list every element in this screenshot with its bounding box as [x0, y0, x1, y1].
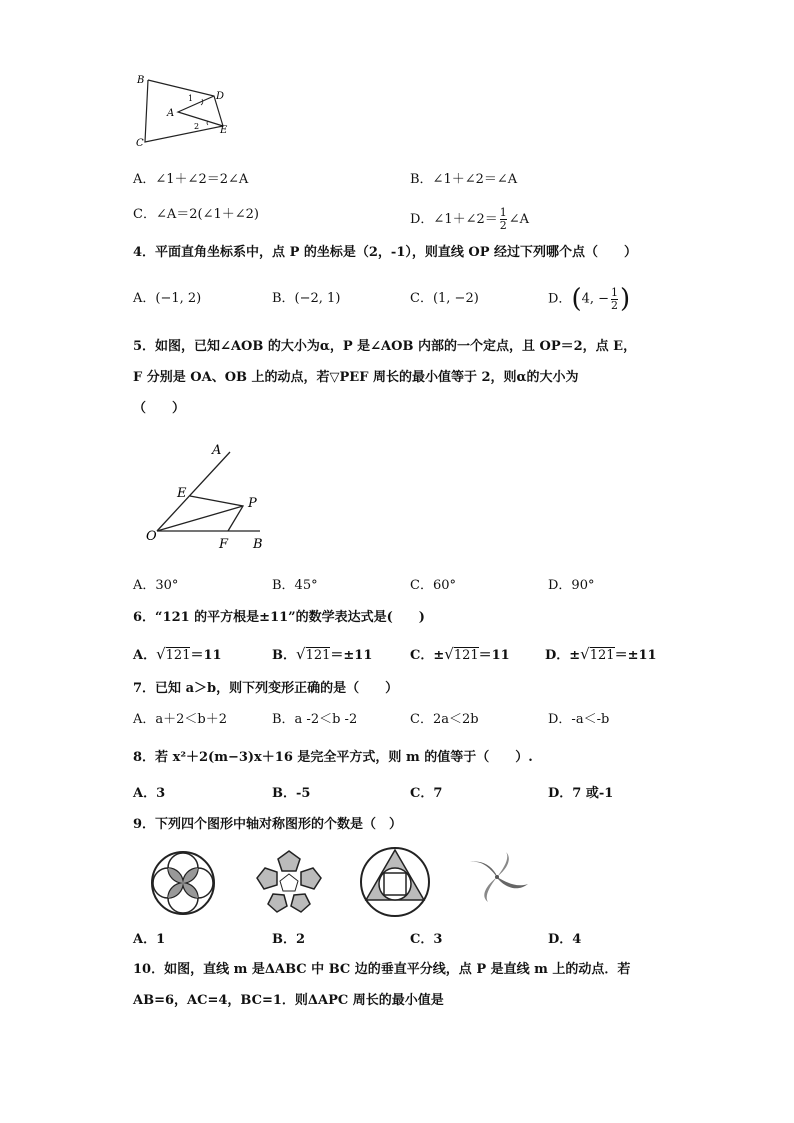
q9-stem: 9．下列四个图形中轴对称图形的个数是（ ）	[133, 817, 403, 832]
label-F: F	[219, 537, 229, 552]
radicand: 121	[589, 648, 615, 663]
q7-option-a: A．a＋2＜b＋2	[133, 712, 228, 727]
q3-d-prefix: D．∠1＋∠2＝	[410, 212, 498, 227]
q3-option-a: A．∠1＋∠2＝2∠A	[133, 172, 249, 187]
q9-option-a: A．1	[133, 932, 166, 947]
fraction-num: 1	[499, 206, 507, 219]
q4-option-c: C．(1, −2)	[410, 291, 479, 306]
sqrt-icon: √	[444, 645, 454, 663]
sqrt-icon: √	[156, 645, 166, 663]
q3-d-suffix: ∠A	[508, 212, 530, 227]
q6-stem: 6．“121 的平方根是±11”的数学表达式是( )	[133, 610, 425, 625]
q6-option-a	[133, 646, 222, 664]
option-letter: B．	[272, 648, 296, 663]
label-D: D	[216, 91, 225, 102]
fraction-den: 2	[611, 298, 619, 312]
label-O: O	[146, 529, 157, 544]
q3-option-c: C．∠A＝2(∠1＋∠2)	[133, 207, 259, 222]
q8-option-a: A．3	[133, 786, 166, 801]
figure-angle-diagram	[128, 68, 238, 150]
label-B: B	[253, 537, 263, 552]
q6-option-d	[545, 646, 657, 664]
fraction-half	[611, 287, 618, 312]
q4-option-d	[548, 285, 630, 314]
q5-option-d: D．90°	[548, 578, 595, 593]
sqrt-icon: √	[580, 645, 590, 663]
q5-option-a: A．30°	[133, 578, 179, 593]
q7-option-c: C．2a＜2b	[410, 712, 479, 727]
q5-stem-line1: 5．如图，已知∠AOB 的大小为α，P 是∠AOB 内部的一个定点，且 OP＝2，点 E，	[133, 339, 637, 354]
q4-d-prefix: D．	[548, 291, 572, 307]
q7-option-b: B．a -2＜b -2	[272, 712, 358, 727]
radicand: 121	[305, 648, 331, 663]
q3-option-d	[410, 207, 529, 232]
q9-option-d: D．4	[548, 932, 582, 947]
q8-option-b: B．-5	[272, 786, 311, 801]
label-E: E	[220, 125, 228, 136]
big-paren-close: )	[620, 284, 631, 314]
option-letter: A．	[133, 648, 157, 663]
q7-option-d: D．-a＜-b	[548, 712, 610, 727]
option-result: ＝±11	[614, 648, 657, 663]
q5-option-b: B．45°	[272, 578, 318, 593]
figure-circle-triangle-square	[358, 845, 432, 919]
fraction-num: 1	[611, 285, 619, 299]
q9-option-b: B．2	[272, 932, 306, 947]
figure-pentagons	[253, 848, 325, 914]
q8-option-c: C．7	[410, 786, 443, 801]
q4-option-a: A．(−1, 2)	[133, 291, 202, 306]
label-B: B	[137, 75, 145, 86]
label-P: P	[248, 496, 257, 511]
q10-stem-line2: AB=6，AC=4，BC=1．则ΔAPC 周长的最小值是	[133, 993, 444, 1008]
q5-stem-line3: （ ）	[133, 401, 186, 416]
q8-stem: 8．若 x²＋2(m−3)x＋16 是完全平方式，则 m 的值等于（ ）.	[133, 750, 533, 765]
figure-angle-aob	[140, 440, 280, 552]
fraction-half	[500, 207, 507, 232]
big-paren-open: (	[571, 284, 582, 314]
sqrt-icon: √	[296, 645, 306, 663]
label-A: A	[212, 443, 222, 458]
option-letter: D．±	[545, 648, 581, 663]
q3-option-b: B．∠1＋∠2＝∠A	[410, 172, 518, 187]
q7-stem: 7．已知 a＞b，则下列变形正确的是（ ）	[133, 681, 399, 696]
q4-option-b: B．(−2, 1)	[272, 291, 341, 306]
q10-stem-line1: 10．如图，直线 m 是ΔABC 中 BC 边的垂直平分线，点 P 是直线 m 上的动点．若	[133, 962, 631, 977]
option-result: ＝±11	[330, 648, 373, 663]
radicand: 121	[453, 648, 479, 663]
q6-option-b	[272, 646, 372, 664]
figure-circles-flower	[148, 848, 218, 918]
label-A: A	[167, 108, 175, 119]
option-result: ＝11	[478, 648, 510, 663]
q6-option-c	[410, 646, 510, 664]
label-angle-2: 2	[194, 122, 200, 131]
q5-stem-line2: F 分别是 OA、OB 上的动点，若▽PEF 周长的最小值等于 2，则α的大小为	[133, 370, 579, 385]
label-angle-1: 1	[188, 94, 194, 103]
label-E: E	[177, 486, 187, 501]
q5-option-c: C．60°	[410, 578, 456, 593]
option-result: ＝11	[190, 648, 222, 663]
q9-option-c: C．3	[410, 932, 443, 947]
q8-option-d: D．7 或-1	[548, 786, 614, 801]
fraction-den: 2	[499, 219, 507, 232]
radicand: 121	[165, 648, 191, 663]
figure-pinwheel	[460, 848, 534, 906]
label-C: C	[136, 138, 144, 149]
q4-d-lead: 4, −	[581, 291, 610, 307]
option-letter: C．±	[410, 648, 445, 663]
q4-stem: 4．平面直角坐标系中，点 P 的坐标是（2，-1），则直线 OP 经过下列哪个点（ ）	[133, 245, 638, 260]
